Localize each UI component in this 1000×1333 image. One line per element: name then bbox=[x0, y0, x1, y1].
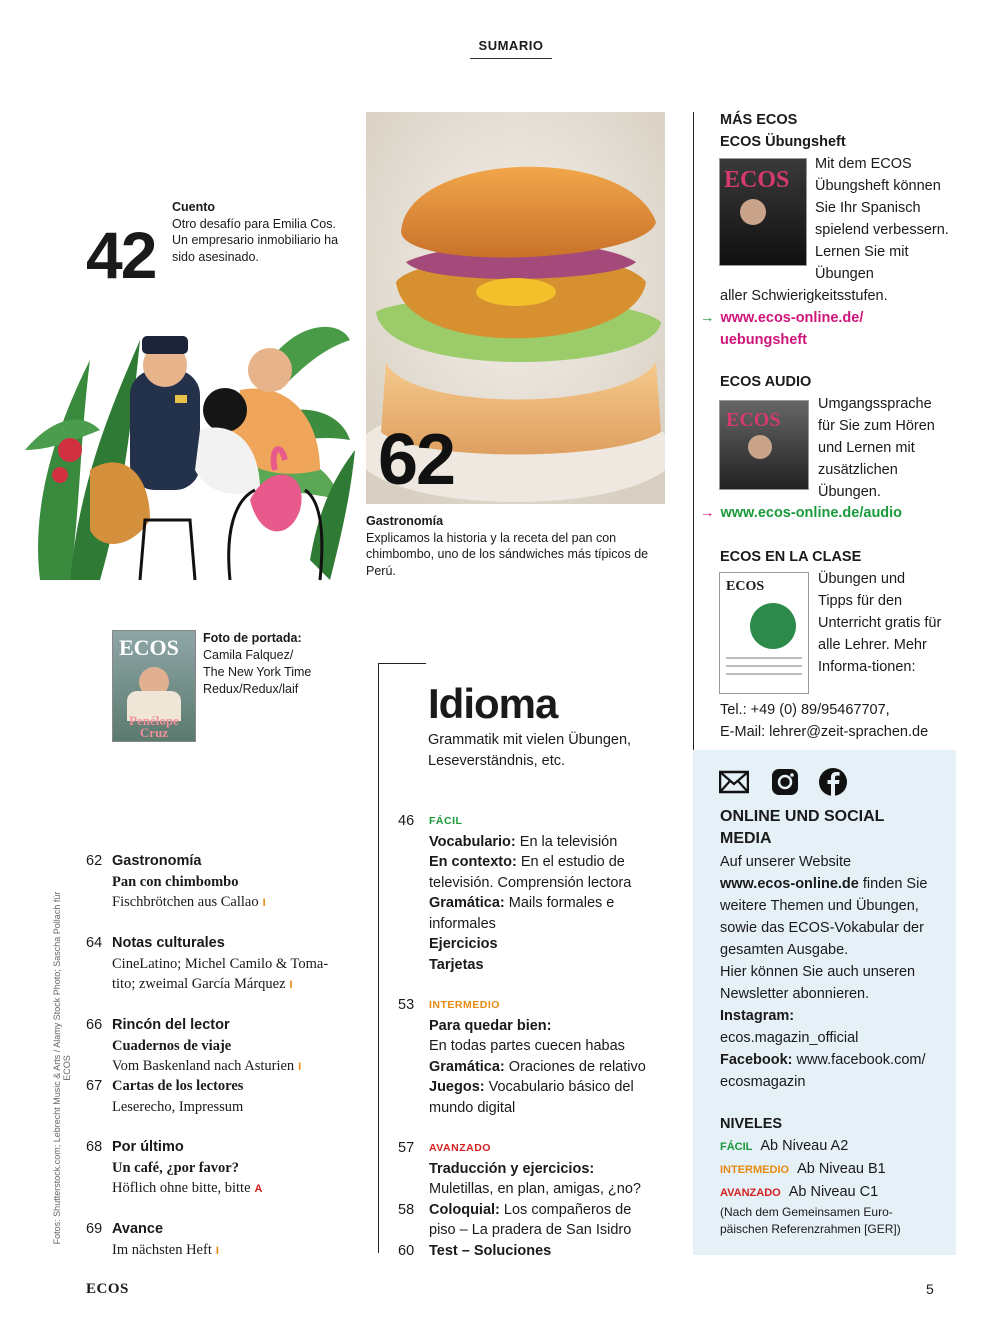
social-text-line: Auf unserer Website bbox=[720, 854, 852, 870]
item-text: En el estudio de televisión. Comprensión lectora bbox=[429, 854, 632, 891]
item-text: Vocabulario básico del mundo digital bbox=[429, 1079, 634, 1116]
item-text: Mails formales e informales bbox=[429, 895, 615, 932]
cuento-page-number: 42 bbox=[86, 218, 156, 292]
item-label: Coloquial: bbox=[429, 1201, 500, 1218]
level-marker: I bbox=[262, 897, 266, 909]
niveles-note: (Nach dem Gemeinsamen Euro-päischen Referenzrahmen [GER]) bbox=[720, 1205, 901, 1236]
arrow-right-icon: → bbox=[700, 310, 715, 326]
clase-heading bbox=[720, 546, 955, 568]
level-marker: I bbox=[298, 1061, 302, 1073]
section-heading: NIVELES bbox=[720, 1116, 783, 1132]
page-number: 46 bbox=[398, 813, 415, 829]
page-number: 5 bbox=[926, 1281, 934, 1297]
link-text[interactable]: www.ecos-online.de/ bbox=[720, 310, 864, 326]
ubungsheft-link[interactable] bbox=[700, 307, 950, 351]
clase-text: Übungen und Tipps für den Unterricht gratis für alle Lehrer. Mehr Informa-tionen: bbox=[818, 571, 942, 675]
level-label: INTERMEDIO bbox=[429, 999, 500, 1011]
item-label: Traducción y ejercicios: bbox=[429, 1160, 595, 1177]
item-label: Tarjetas bbox=[429, 956, 484, 973]
mail-icon[interactable] bbox=[719, 767, 749, 797]
gastronomia-caption-title: Gastronomía bbox=[366, 514, 444, 528]
audio-cover: ECOS bbox=[719, 400, 809, 490]
section-heading: ECOS EN LA CLASE bbox=[720, 549, 862, 565]
arrow-right-icon: → bbox=[700, 505, 715, 521]
toc-description: Höflich ohne bitte, bitte bbox=[112, 1180, 251, 1196]
toc-title: Rincón del lector bbox=[112, 1017, 230, 1033]
level-text: Ab Niveau B1 bbox=[797, 1161, 886, 1177]
page-number: 58 bbox=[398, 1201, 415, 1218]
cover-caption-line: Redux/Redux/laif bbox=[203, 682, 299, 696]
clase-tel: Tel.: +49 (0) 89/95467707, bbox=[720, 702, 890, 718]
social-text bbox=[720, 851, 955, 1093]
level-label: FÁCIL bbox=[429, 815, 463, 827]
cover-caption-line: The New York Time bbox=[203, 665, 312, 679]
gastronomia-caption bbox=[366, 513, 666, 579]
page-number: 60 bbox=[398, 1242, 415, 1259]
toc-description: Im nächsten Heft bbox=[112, 1241, 212, 1258]
item-text: En la televisión bbox=[515, 833, 618, 850]
mas-ecos-section bbox=[720, 109, 955, 153]
social-text-line: finden Sie weitere Themen und Übungen, sowie das ECOS-Vokabular der gesamten Ausgabe. bbox=[720, 876, 928, 958]
footer-brand: ECOS bbox=[86, 1281, 129, 1297]
divider bbox=[378, 663, 426, 664]
level-label: AVANZADO bbox=[429, 1142, 491, 1154]
idioma-intermedio-block[interactable] bbox=[398, 995, 688, 1118]
item-label: Vocabulario: bbox=[429, 833, 516, 850]
level-marker: I bbox=[215, 1244, 219, 1257]
toc-description: Leserecho, Impressum bbox=[112, 1098, 244, 1115]
item-text: Muletillas, en plan, amigas, ¿no? bbox=[429, 1181, 641, 1197]
cover-name: Penélope Cruz bbox=[129, 713, 179, 740]
idioma-title: Idioma bbox=[428, 680, 558, 727]
toc-title: Por último bbox=[112, 1139, 184, 1155]
toc-entry[interactable] bbox=[86, 1076, 376, 1117]
toc-description: Vom Baskenland nach Asturien bbox=[112, 1058, 295, 1074]
cuento-title: Cuento bbox=[172, 200, 216, 214]
toc-title: Avance bbox=[112, 1221, 164, 1237]
facebook-label: Facebook: bbox=[720, 1052, 793, 1068]
section-title: SUMARIO bbox=[470, 38, 552, 59]
website-link[interactable]: www.ecos-online.de bbox=[720, 876, 859, 892]
toc-page-number: 64 bbox=[86, 935, 103, 951]
level-text: Ab Niveau A2 bbox=[760, 1138, 849, 1154]
ubungsheft-title: ECOS Übungsheft bbox=[720, 134, 846, 150]
level-marker: I bbox=[289, 979, 293, 991]
level-marker: A bbox=[254, 1183, 263, 1195]
section-heading: ECOS AUDIO bbox=[720, 374, 812, 390]
toc-page-number: 68 bbox=[86, 1139, 103, 1155]
level-label: AVANZADO bbox=[720, 1187, 781, 1199]
facebook-link[interactable]: www.facebook.com/ ecosmagazin bbox=[720, 1052, 926, 1090]
cover-caption bbox=[203, 630, 353, 698]
cuento-caption bbox=[172, 199, 342, 265]
item-label: Test – Soluciones bbox=[429, 1242, 552, 1259]
item-text: Oraciones de relativo bbox=[504, 1058, 646, 1075]
toc-page-number: 67 bbox=[86, 1078, 103, 1094]
level-label: INTERMEDIO bbox=[720, 1164, 790, 1176]
toc-subtitle: Cuadernos de viaje bbox=[112, 1037, 232, 1054]
audio-heading bbox=[720, 371, 955, 393]
toc-title: Cartas de los lectores bbox=[112, 1078, 244, 1094]
idioma-facil-block[interactable] bbox=[398, 811, 688, 975]
cover-logo: ECOS bbox=[119, 635, 179, 660]
social-title: ONLINE UND SOCIAL MEDIA bbox=[720, 808, 885, 847]
social-text-line: Hier können Sie auch unseren Newsletter abonnieren. bbox=[720, 964, 916, 1002]
cover-thumbnail bbox=[112, 630, 196, 742]
item-label: Juegos: bbox=[429, 1079, 485, 1095]
gastronomia-caption-text: Explicamos la historia y la receta del pan con chimbombo, uno de los sándwiches más típicos de Perú. bbox=[366, 530, 649, 578]
ubungsheft-text-cont: aller Schwierigkeitsstufen. bbox=[720, 288, 888, 304]
toc-page-number: 69 bbox=[86, 1221, 103, 1237]
ubungsheft-text: Mit dem ECOS Übungsheft können Sie Ihr Spanisch spielend verbessern. Lernen Sie mit Übungen bbox=[815, 156, 949, 282]
level-text: Ab Niveau C1 bbox=[788, 1184, 879, 1200]
divider bbox=[378, 663, 379, 1253]
page-number: 57 bbox=[398, 1140, 415, 1156]
item-label: Gramática: bbox=[429, 1058, 505, 1075]
niveles-section bbox=[720, 1113, 955, 1238]
section-heading: MÁS ECOS bbox=[720, 112, 798, 128]
toc-entry[interactable] bbox=[86, 1137, 376, 1200]
item-label: Gramática: bbox=[429, 895, 505, 911]
toc-description: Fischbrötchen aus Callao bbox=[112, 894, 259, 910]
toc-page-number: 66 bbox=[86, 1017, 103, 1033]
cuento-text: Otro desafío para Emilia Cos. Un empresario inmobiliario ha sido asesinado. bbox=[172, 216, 339, 264]
photo-credit: Fotos: Shutterstock.com; Lebrecht Music & Arts / Alamy Stock Photo; Sascha Pollach für ECOS bbox=[52, 891, 72, 1245]
toc-page-number: 62 bbox=[86, 853, 103, 869]
clase-mail[interactable]: E-Mail: lehrer@zeit-sprachen.de bbox=[720, 724, 929, 740]
toc-description: CineLatino; Michel Camilo & Toma- bbox=[112, 955, 329, 972]
toc-entry[interactable] bbox=[86, 933, 376, 996]
toc-subtitle: Un café, ¿por favor? bbox=[112, 1159, 239, 1176]
idioma-avanzado-block[interactable] bbox=[398, 1138, 688, 1261]
link-text[interactable]: www.ecos-online.de/audio bbox=[720, 505, 903, 521]
audio-link[interactable] bbox=[700, 502, 950, 524]
item-text: Los compañeros de piso – La pradera de San Isidro bbox=[429, 1201, 632, 1238]
item-label: Ejercicios bbox=[429, 936, 498, 952]
toc-entry[interactable] bbox=[86, 1219, 376, 1261]
instagram-label: Instagram: bbox=[720, 1008, 795, 1024]
toc-subtitle: Pan con chimbombo bbox=[112, 873, 239, 890]
clase-cover: ECOS bbox=[719, 572, 809, 694]
page-number: 53 bbox=[398, 997, 415, 1013]
item-text: En todas partes cuecen habas bbox=[429, 1038, 625, 1054]
item-label: En contexto: bbox=[429, 854, 517, 870]
toc-title: Gastronomía bbox=[112, 853, 202, 869]
ubungsheft-cover: ECOS bbox=[719, 158, 807, 266]
cover-caption-title: Foto de portada: bbox=[203, 631, 302, 645]
audio-text: Umgangssprache für Sie zum Hören und Lernen mit zusätzlichen Übungen. bbox=[818, 396, 935, 500]
instagram-handle[interactable]: ecos.magazin_official bbox=[720, 1030, 859, 1046]
toc-entry[interactable] bbox=[86, 1015, 376, 1078]
level-label: FÁCIL bbox=[720, 1141, 753, 1153]
toc-entry[interactable] bbox=[86, 851, 376, 914]
cover-caption-line: Camila Falquez/ bbox=[203, 648, 294, 662]
item-label: Para quedar bien: bbox=[429, 1017, 552, 1034]
toc-title: Notas culturales bbox=[112, 935, 225, 951]
toc-description: tito; zweimal García Márquez bbox=[112, 976, 286, 992]
gastronomia-page-number: 62 bbox=[378, 420, 455, 500]
facebook-icon[interactable] bbox=[818, 767, 848, 797]
link-text[interactable]: uebungsheft bbox=[720, 332, 807, 348]
idioma-subtitle: Grammatik mit vielen Übungen, Leseverständnis, etc. bbox=[428, 732, 632, 769]
instagram-icon[interactable] bbox=[770, 767, 800, 797]
cuento-illustration bbox=[20, 300, 360, 590]
